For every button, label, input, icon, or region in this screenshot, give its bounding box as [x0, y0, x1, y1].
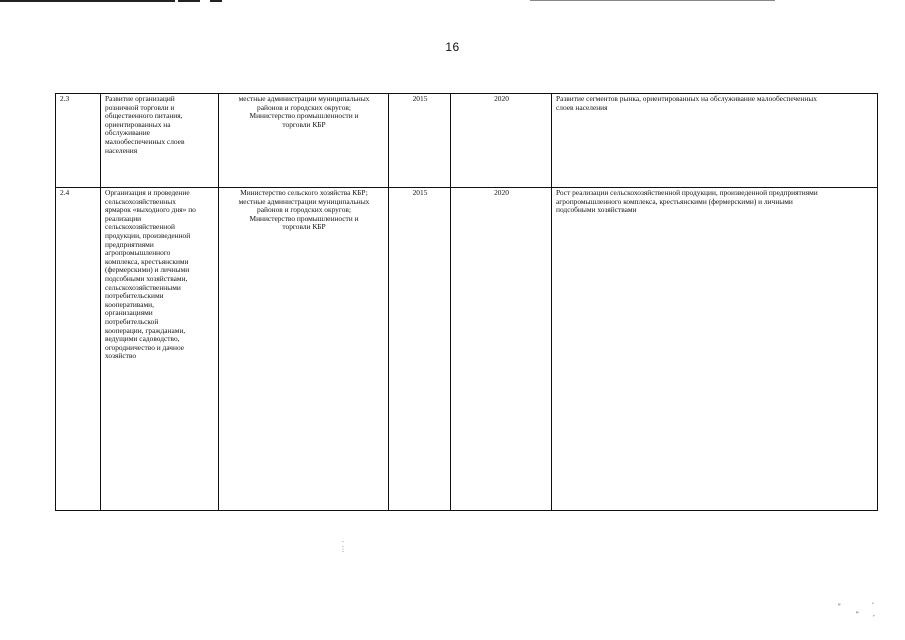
activity-cell-line: подсобными хозяйствами,	[105, 273, 188, 283]
activity-cell-line: потребительской	[105, 316, 159, 326]
responsible-cell-line: Министерство промышленности и	[249, 213, 359, 223]
scan-speck: . . :	[342, 537, 345, 554]
responsible-cell-line: торговли КБР	[282, 119, 326, 129]
activity-cell-line: продукции, произведенной	[105, 230, 191, 240]
activity-cell-line: предприятиями	[105, 239, 154, 249]
scan-speck: "	[838, 603, 841, 610]
result-cell-line: слоев населения	[556, 102, 608, 112]
table-row	[56, 188, 878, 511]
scan-speck: ‘	[872, 602, 874, 609]
activity-cell-line: населения	[105, 145, 138, 155]
scan-speck: ,	[873, 611, 875, 618]
result-cell	[552, 94, 878, 188]
activity-cell-line: обслуживание	[105, 128, 150, 138]
activity-cell	[101, 94, 219, 188]
result-cell-line: агропромышленного комплекса, крестьянскими (фермерскими) и личными	[556, 196, 793, 206]
activity-cell-line: кооперативами,	[105, 299, 154, 309]
activity-cell-line: сельскохозяйственными	[105, 282, 181, 292]
responsible-cell-line: торговли КБР	[282, 222, 326, 232]
scan-speck: "	[856, 611, 859, 618]
result-cell-line: Рост реализации сельскохозяйственной продукции, произведенной предприятиями	[556, 188, 818, 197]
activity-cell-line: общественного питания,	[105, 111, 183, 121]
activity-cell-line: агропромышленного	[105, 248, 171, 258]
activity-cell-line: ярмарок «выходного дня» по	[105, 205, 196, 215]
scan-edge-mark	[530, 0, 775, 1]
end-year-cell: 2020	[451, 94, 552, 188]
row-number: 2.3	[56, 94, 101, 188]
activity-cell-line: ориентированных на	[105, 119, 171, 129]
activity-cell-line: сельскохозяйственных	[105, 196, 176, 206]
activity-cell-line: розничной торговли и	[105, 102, 175, 112]
responsible-cell-line: районов и городских округов;	[257, 102, 351, 112]
responsible-cell-line: местные администрации муниципальных	[238, 94, 370, 103]
end-year-cell: 2020	[451, 188, 552, 511]
activity-cell-line: ведущими садоводство,	[105, 334, 180, 344]
scan-edge-mark	[178, 0, 200, 2]
table-row	[56, 94, 878, 188]
activity-cell-line: Организация и проведение	[105, 188, 190, 197]
activity-cell-line: огородничество и дачное	[105, 342, 185, 352]
responsible-cell-line: районов и городских округов;	[257, 205, 351, 215]
row-number: 2.4	[56, 188, 101, 511]
activity-cell	[101, 188, 219, 511]
scan-edge-mark	[210, 0, 222, 2]
activity-cell-line: организациями	[105, 308, 153, 318]
result-cell-line: Развитие сегментов рынка, ориентированных на обслуживание малообеспеченных	[556, 94, 818, 103]
responsible-cell-line: местные администрации муниципальных	[238, 196, 370, 206]
activity-cell-line: реализации	[105, 213, 142, 223]
result-cell-line: подсобными хозяйствами	[556, 205, 637, 215]
activity-cell-line: (фермерскими) и личными	[105, 265, 190, 275]
responsible-cell-line: Министерство промышленности и	[249, 111, 359, 121]
activity-cell-line: сельскохозяйственной	[105, 222, 175, 232]
responsible-cell	[219, 188, 389, 511]
responsible-cell-line: Министерство сельского хозяйства КБР;	[240, 188, 368, 197]
start-year-cell: 2015	[389, 188, 451, 511]
responsible-cell	[219, 94, 389, 188]
result-cell	[552, 188, 878, 511]
activity-cell-line: кооперации, гражданами,	[105, 325, 186, 335]
activity-cell-line: потребительскими	[105, 291, 164, 301]
activity-cell-line: малообеспеченных слоев	[105, 136, 185, 146]
start-year-cell: 2015	[389, 94, 451, 188]
page-number: 16	[445, 40, 460, 54]
activity-cell-line: хозяйство	[105, 351, 137, 361]
activity-cell-line: комплекса, крестьянскими	[105, 256, 189, 266]
activity-cell-line: Развитие организаций	[105, 94, 175, 103]
plan-table	[55, 93, 878, 511]
scan-edge-mark	[0, 0, 175, 2]
